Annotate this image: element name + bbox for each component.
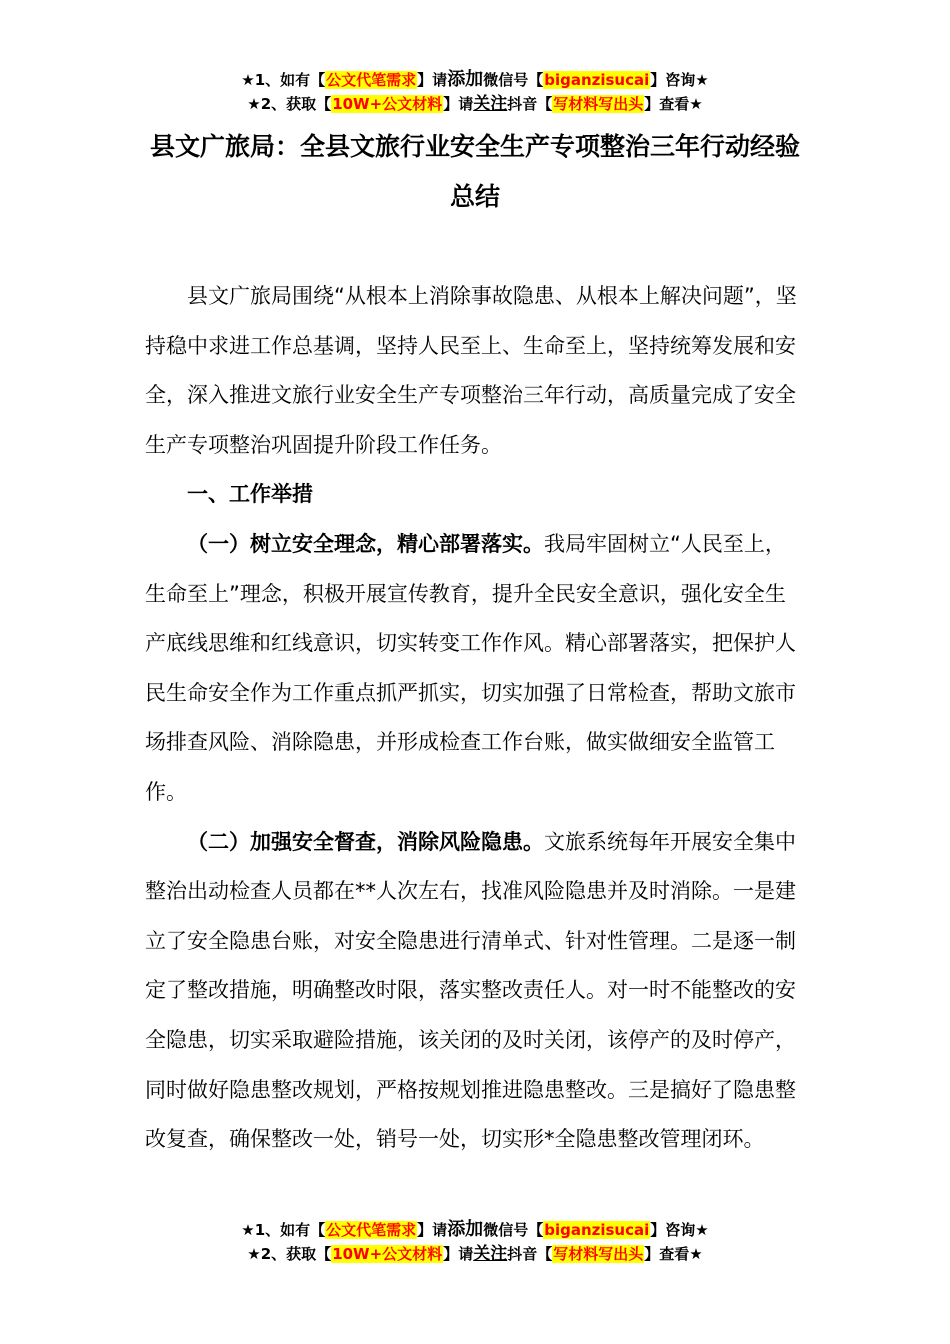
intro-paragraph: 县文广旅局围绕“从根本上消除事故隐患、从根本上解决问题”，坚持稳中求进工作总基调，坚持人民至上、生命至上，坚持统筹发展和安全，深入推进文旅行业安全生产专项整治三年行动，高质量完成了安全生产专项整治巩固提升阶段工作任务。 xyxy=(145,284,797,457)
promo-line-2 xyxy=(0,1242,950,1266)
section-heading: 一、工作举措 xyxy=(187,482,313,507)
paragraph-1 xyxy=(145,520,805,818)
promo-highlight: 10W+公文材料 xyxy=(332,95,443,113)
promo-emphasis: 关注 xyxy=(473,94,508,114)
promo-text: ★1、如有【 xyxy=(241,71,326,89)
promo-text: 微信号【 xyxy=(483,71,544,89)
promo-text: 】查看★ xyxy=(644,1245,703,1263)
promo-wechat-id: biganzisucai xyxy=(544,1221,650,1239)
promo-text: 】请 xyxy=(417,71,448,89)
promo-line-1 xyxy=(0,1218,950,1242)
promo-line-1 xyxy=(0,68,950,92)
promo-highlight: 10W+公文材料 xyxy=(332,1245,443,1263)
paragraph-text: 我局牢固树立“人民至上，生命至上”理念，积极开展宣传教育，提升全民安全意识，强化安全生产底线思维和红线意识，切实转变工作作风。精心部署落实，把保护人民生命安全作为工作重点抓严抓实，切实加强了日常检查，帮助文旅市场排查风险、消除隐患，并形成检查工作台账，做实做细安全监管工作。 xyxy=(145,531,796,804)
promo-text: ★1、如有【 xyxy=(241,1221,326,1239)
promo-text: 抖音【 xyxy=(507,95,553,113)
paragraph-2 xyxy=(145,818,805,1165)
promo-line-2 xyxy=(0,92,950,116)
paragraph-text: 文旅系统每年开展安全集中整治出动检查人员都在**人次左右，找准风险隐患并及时消除。一是建立了安全隐患台账，对安全隐患进行清单式、针对性管理。二是逐一制定了整改措施，明确整改时限，落实整改责任人。对一时不能整改的安全隐患，切实采取避险措施，该关闭的及时关闭，该停产的及时停产，同时做好隐患整改规划，严格按规划推进隐患整改。三是搞好了隐患整改复查，确保整改一处，销号一处，切实形*全隐患整改管理闭环。 xyxy=(145,829,796,1152)
promo-emphasis: 添加 xyxy=(447,69,484,90)
promo-text: 】请 xyxy=(443,1245,474,1263)
promo-highlight: 公文代笔需求 xyxy=(326,71,417,89)
paragraph-lead: （一）树立安全理念，精心部署落实。 xyxy=(187,531,544,556)
promo-douyin-id: 写材料写出头 xyxy=(553,95,644,113)
document-body xyxy=(145,272,805,1165)
promo-douyin-id: 写材料写出头 xyxy=(553,1245,644,1263)
promo-emphasis: 关注 xyxy=(473,1244,508,1264)
promo-highlight: 公文代笔需求 xyxy=(326,1221,417,1239)
promo-text: 】咨询★ xyxy=(650,1221,709,1239)
promo-text: 抖音【 xyxy=(507,1245,553,1263)
promo-wechat-id: biganzisucai xyxy=(544,71,650,89)
promo-text: ★2、获取【 xyxy=(247,95,332,113)
promo-text: ★2、获取【 xyxy=(247,1245,332,1263)
promo-text: 微信号【 xyxy=(483,1221,544,1239)
promo-text: 】查看★ xyxy=(644,95,703,113)
promo-text: 】请 xyxy=(443,95,474,113)
promo-text: 】请 xyxy=(417,1221,448,1239)
promo-text: 】咨询★ xyxy=(650,71,709,89)
paragraph-lead: （二）加强安全督查，消除风险隐患。 xyxy=(187,829,544,854)
promo-banner-top xyxy=(0,68,950,116)
promo-emphasis: 添加 xyxy=(447,1219,484,1240)
document-title: 县文广旅局：全县文旅行业安全生产专项整治三年行动经验总结 xyxy=(149,132,800,211)
promo-banner-bottom xyxy=(0,1218,950,1266)
